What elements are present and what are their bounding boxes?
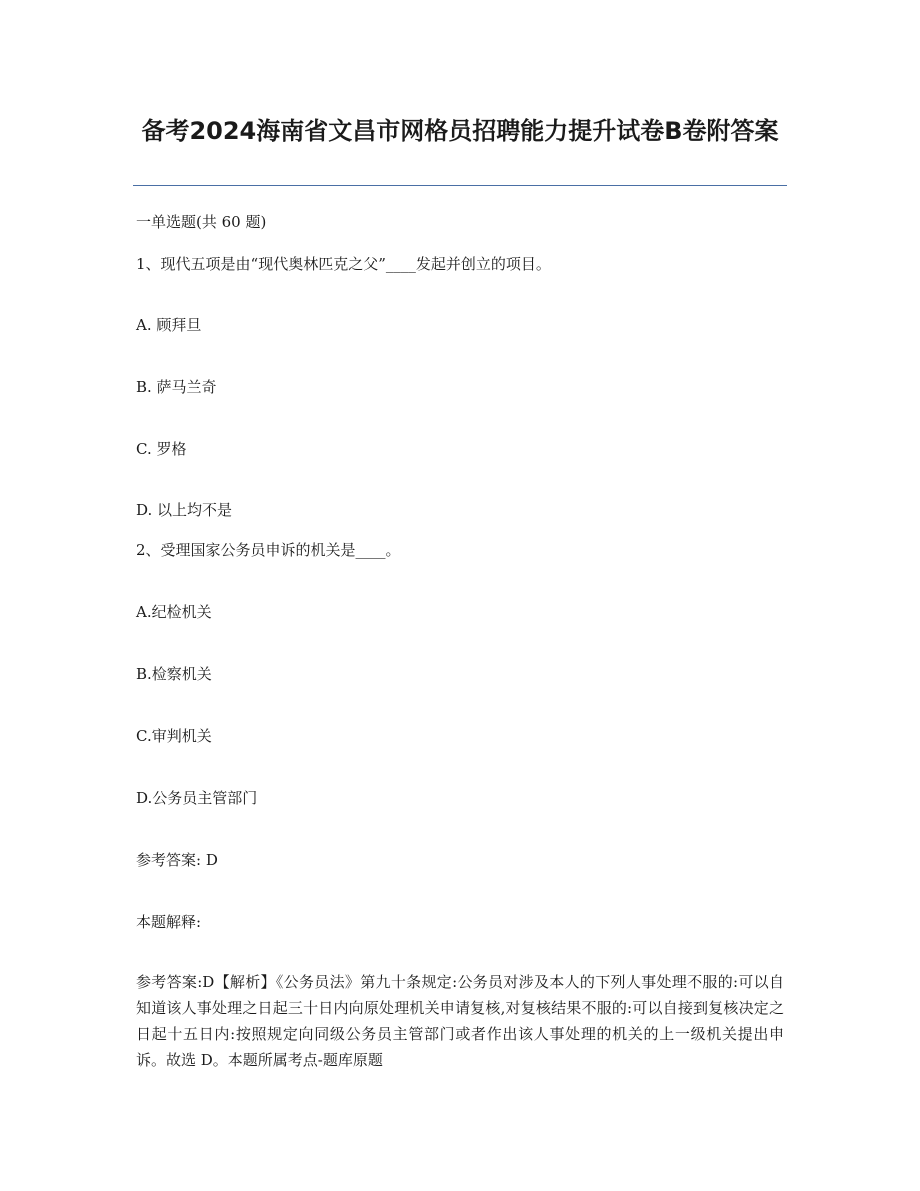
question-1-option-c: C. 罗格 <box>136 440 187 458</box>
question-2-option-d: D.公务员主管部门 <box>136 789 258 807</box>
question-2-explanation-label: 本题解释: <box>136 913 202 931</box>
question-1-option-b: B. 萨马兰奇 <box>136 378 217 396</box>
question-1-stem: 1、现代五项是由“现代奥林匹克之父”____发起并创立的项目。 <box>136 255 551 273</box>
section-heading: 一单选题(共 60 题) <box>136 213 267 231</box>
question-1-option-a: A. 顾拜旦 <box>136 316 202 334</box>
title-divider <box>133 185 787 186</box>
document-title: 备考2024海南省文昌市网格员招聘能力提升试卷B卷附答案 <box>141 117 779 145</box>
question-2-answer: 参考答案: D <box>136 851 218 869</box>
question-2-option-c: C.审判机关 <box>136 727 212 745</box>
question-2-option-b: B.检察机关 <box>136 665 212 683</box>
question-2-option-a: A.纪检机关 <box>136 603 212 621</box>
question-1-option-d: D. 以上均不是 <box>136 501 233 519</box>
question-2-stem: 2、受理国家公务员申诉的机关是____。 <box>136 541 401 559</box>
question-2-explanation: 参考答案:D【解析】《公务员法》第九十条规定:公务员对涉及本人的下列人事处理不服的:可以自知道该人事处理之日起三十日内向原处理机关申请复核,对复核结果不服的:可以自接到复核决定之日起十五日内:按照规定向同级公务员主管部门或者作出该人事处理的机关的上一级机关提出申诉。故选 D。本题所属考点-题库原题 <box>136 973 784 1069</box>
